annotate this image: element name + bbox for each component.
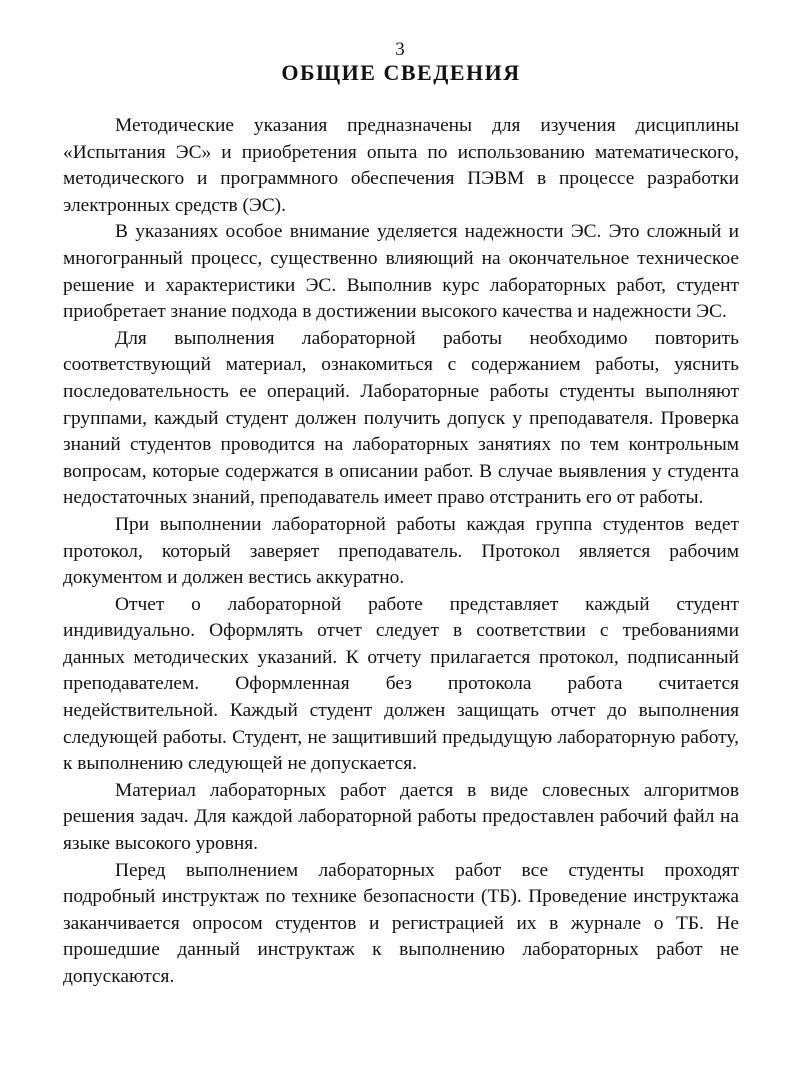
page-title: ОБЩИЕ СВЕДЕНИЯ <box>281 60 521 85</box>
page-number: 3 <box>395 39 405 60</box>
paragraph-3: Для выполнения лабораторной работы необходимо повторить соответствующий материал, ознакомиться с содержанием работы, уяснить последовательность ее операций. Лабораторные работы студенты выполняют группами, каждый студент должен получить допуск у преподавателя. Проверка знаний студентов проводится на лабораторных занятиях по тем контрольным вопросам, которые содержатся в описании работ. В случае выявления у студента недостаточных знаний, преподаватель имеет право отстранить его от работы. <box>63 327 739 509</box>
paragraph-1: Методические указания предназначены для изучения дисциплины «Испытания ЭС» и приобретения опыта по использованию математического, методического и программного обеспечения ПЭВМ в процессе разработки электронных средств (ЭС). <box>63 115 739 216</box>
paragraph-2: В указаниях особое внимание уделяется надежности ЭС. Это сложный и многогранный процесс, существенно влияющий на окончательное техническое решение и характеристики ЭС. Выполнив курс лабораторных работ, студент приобретает знание подхода в достижении высокого качества и надежности ЭС. <box>63 221 739 323</box>
paragraph-4: При выполнении лабораторной работы каждая группа студентов ведет протокол, который заверяет преподаватель. Протокол является рабочим документом и должен вестись аккуратно. <box>63 513 739 589</box>
paragraph-6: Материал лабораторных работ дается в виде словесных алгоритмов решения задач. Для каждой лабораторной работы предоставлен рабочий файл на языке высокого уровня. <box>63 779 739 855</box>
body-text <box>63 113 739 991</box>
paragraph-7: Перед выполнением лабораторных работ все студенты проходят подробный инструктаж по технике безопасности (ТБ). Проведение инструктажа заканчивается опросом студентов и регистрацией их в журнале о ТБ. Не прошедшие данный инструктаж к выполнению лабораторных работ не допускаются. <box>63 859 739 987</box>
paragraph-5: Отчет о лабораторной работе представляет каждый студент индивидуально. Оформлять отчет следует в соответствии с требованиями данных методических указаний. К отчету прилагается протокол, подписанный преподавателем. Оформленная без протокола работа считается недействительной. Каждый студент должен защищать отчет до выполнения следующей работы. Студент, не защитивший предыдущую лабораторную работу, к выполнению следующей не допускается. <box>63 593 739 775</box>
